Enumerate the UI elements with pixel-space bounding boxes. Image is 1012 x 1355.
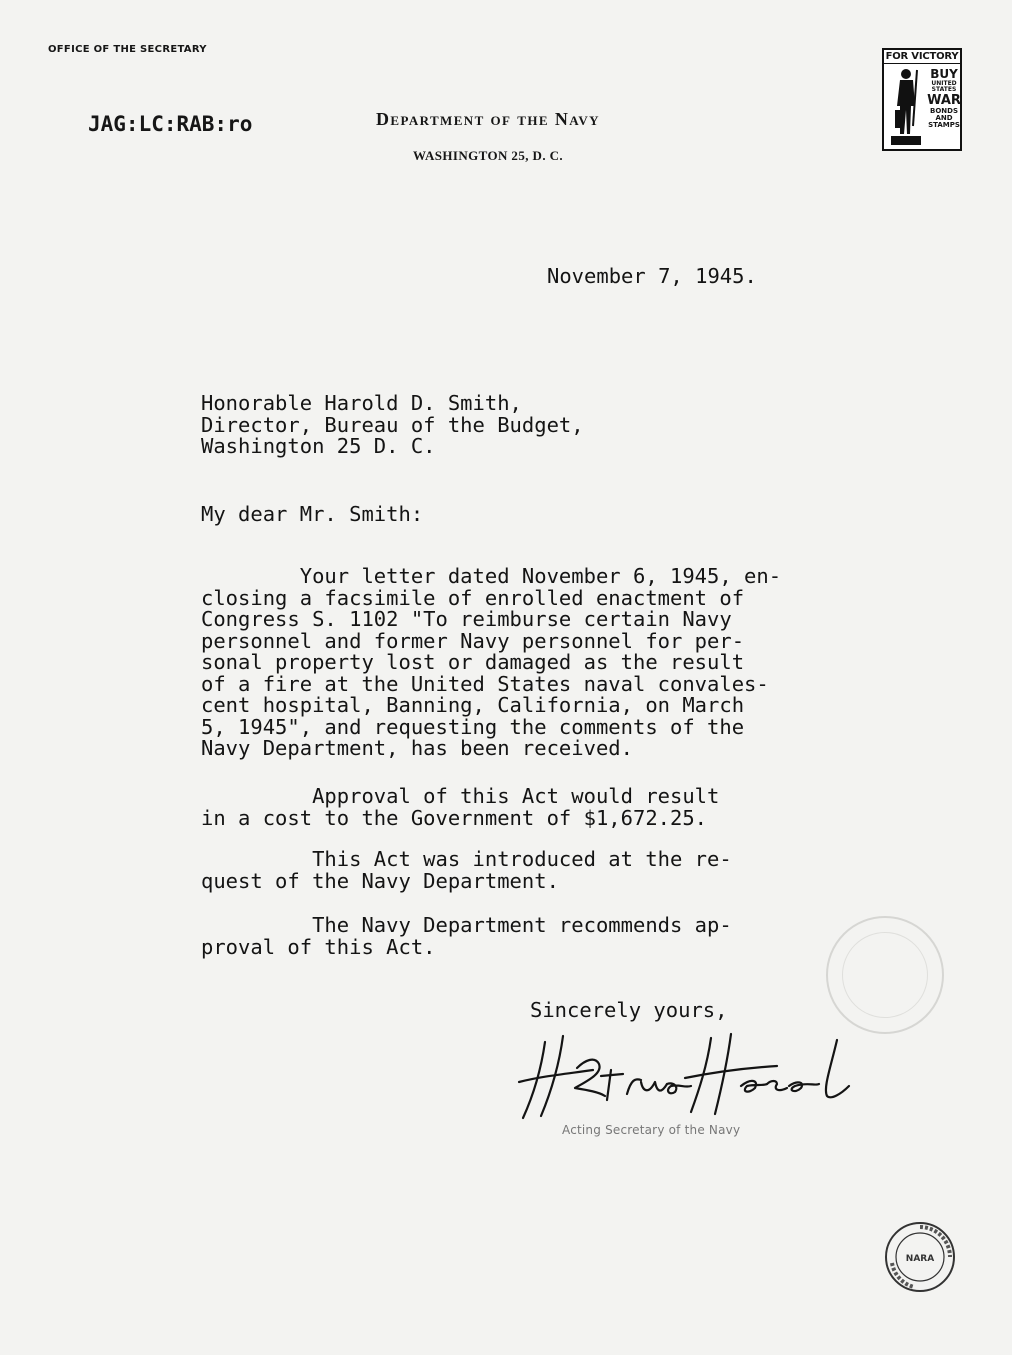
body-paragraph-2: Approval of this Act would result in a cost to the Government of $1,672.25.: [201, 784, 720, 830]
stamp-stamps-text: STAMPS: [928, 121, 960, 129]
complimentary-close: Sincerely yours,: [530, 998, 728, 1022]
department-city: WASHINGTON 25, D. C.: [413, 148, 564, 163]
library-seal-center-text: NARA: [905, 1254, 935, 1264]
signature-title-stamp: Acting Secretary of the Navy: [562, 1123, 741, 1137]
addressee-block: Honorable Harold D. Smith, Director, Bureau of the Budget, Washington 25 D. C.: [201, 391, 584, 458]
stamp-united-states-text: UNITED STATES: [931, 80, 957, 93]
stamp-bonds-and-text: BONDS AND: [930, 107, 958, 122]
letter-date: November 7, 1945.: [547, 264, 757, 288]
faded-receipt-stamp: [826, 916, 944, 1034]
body-paragraph-1: Your letter dated November 6, 1945, en- closing a facsimile of enrolled enactment of Congress S. 1102 "To reimburse certain Navy personnel and former Navy personnel for per- sonal property lost or damaged as the result of a fire at the United States naval convales- cent hospital, Banning, California, on March 5, 1945", and requesting the comments of the Navy Department, has been received.: [201, 564, 782, 760]
salutation: My dear Mr. Smith:: [201, 502, 424, 526]
file-reference-code: JAG:LC:RAB:ro: [88, 112, 253, 136]
minuteman-icon: [887, 66, 925, 148]
body-paragraph-3: This Act was introduced at the re- quest of the Navy Department.: [201, 847, 732, 893]
department-name: Department of the Navy: [376, 109, 600, 129]
body-paragraph-4: The Navy Department recommends ap- proval of this Act.: [201, 913, 732, 959]
stamp-buy-text: BUY: [930, 67, 958, 81]
war-bonds-stamp: [882, 48, 962, 151]
handwritten-signature: [515, 1030, 855, 1125]
office-line: OFFICE OF THE SECRETARY: [48, 44, 207, 55]
stamp-war-text: WAR: [927, 93, 961, 108]
stamp-top-text: FOR VICTORY: [885, 51, 959, 62]
library-seal: [884, 1221, 956, 1297]
